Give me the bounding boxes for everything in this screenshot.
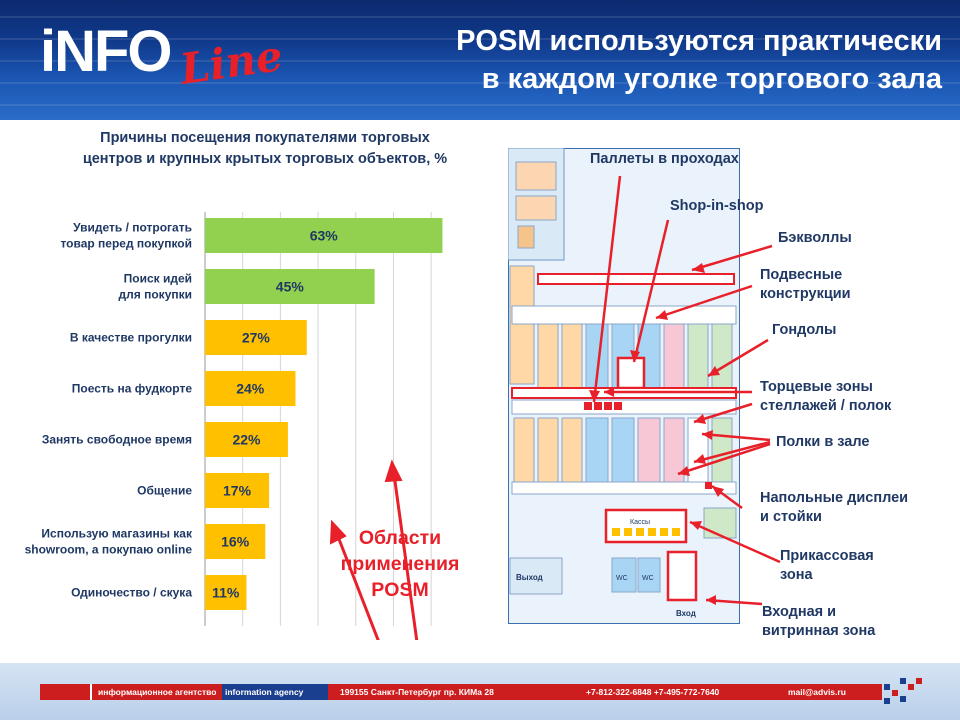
value-label-2: 27% xyxy=(241,329,270,346)
ann-endcaps-line1: Торцевые зоны xyxy=(760,379,873,395)
value-label-7: 11% xyxy=(212,584,240,601)
ann-floor-displays xyxy=(760,489,908,527)
exit-label: Выход xyxy=(516,573,543,582)
category-label-6-1: showroom, а покупаю online xyxy=(24,542,192,557)
page-title-line1: POSM используются практически xyxy=(456,25,942,57)
footer-agency-en: information agency xyxy=(222,684,328,700)
ann-shopinshop: Shop-in-shop xyxy=(670,198,764,214)
logo-script-text: Line xyxy=(177,31,286,94)
category-label-0-1: товар перед покупкой xyxy=(60,236,192,251)
category-label-1-1: для покупки xyxy=(118,287,192,302)
category-label-7-0: Одиночество / скука xyxy=(71,585,192,600)
footer-phones: +7-812-322-6848 +7-495-772-7640 xyxy=(586,687,720,697)
value-label-4: 22% xyxy=(232,431,261,448)
logo-main-text: iNFO xyxy=(40,19,171,84)
category-label-4-0: Занять свободное время xyxy=(41,432,192,447)
value-label-5: 17% xyxy=(223,482,252,499)
category-label-1-0: Поиск идей xyxy=(123,271,192,286)
ann-hanging xyxy=(760,266,851,304)
footer-dots-logo xyxy=(876,676,924,706)
ann-checkout xyxy=(780,547,874,585)
value-label-6: 16% xyxy=(221,533,250,550)
ann-backwalls: Бэкволлы xyxy=(778,230,852,246)
ann-hanging-line2: конструкции xyxy=(760,286,851,302)
ann-floor-line1: Напольные дисплеи xyxy=(760,490,909,506)
posm-line1: Области xyxy=(358,527,442,549)
ann-checkout-line1: Прикассовая xyxy=(780,548,874,564)
entry-label: Вход xyxy=(676,609,696,618)
ann-checkout-line2: зона xyxy=(780,567,813,583)
ann-endcaps xyxy=(760,378,891,416)
footer-agency-ru: информационное агентство xyxy=(94,684,220,700)
ann-hanging-line1: Подвесные xyxy=(760,267,843,283)
posm-line2: применения xyxy=(340,553,460,575)
value-label-0: 63% xyxy=(309,227,338,244)
footer-address: 199155 Санкт-Петербург пр. КИМа 28 xyxy=(340,687,494,697)
posm-line3: POSM xyxy=(371,579,429,601)
ann-shelves: Полки в зале xyxy=(776,434,870,450)
ann-endcaps-line2: стеллажей / полок xyxy=(760,398,892,414)
wc1-label: WC xyxy=(616,575,628,582)
category-label-0-0: Увидеть / потрогать xyxy=(73,220,192,235)
ann-entry-line2: витринная зона xyxy=(762,623,876,639)
chart-title-line1: Причины посещения покупателями торговых xyxy=(100,130,430,146)
category-label-6-0: Использую магазины как xyxy=(41,526,192,541)
ann-gondolas: Гондолы xyxy=(772,322,837,338)
chart-title-line2: центров и крупных крытых торговых объектов, % xyxy=(82,151,448,167)
value-label-1: 45% xyxy=(275,278,304,295)
footer-bar xyxy=(40,684,882,700)
ann-pallets: Паллеты в проходах xyxy=(590,151,739,167)
value-label-3: 24% xyxy=(236,380,265,397)
ann-entry-line1: Входная и xyxy=(762,604,837,620)
page-title-line2: в каждом уголке торгового зала xyxy=(481,63,942,95)
ann-entry xyxy=(762,603,875,641)
wc2-label: WC xyxy=(642,575,654,582)
category-label-5-0: Общение xyxy=(137,483,192,498)
kassy-label: Кассы xyxy=(630,519,651,526)
ann-floor-line2: и стойки xyxy=(760,509,822,525)
footer-email[interactable]: mail@advis.ru xyxy=(788,687,846,697)
category-label-2-0: В качестве прогулки xyxy=(69,330,192,345)
category-label-3-0: Поесть на фудкорте xyxy=(71,381,192,396)
